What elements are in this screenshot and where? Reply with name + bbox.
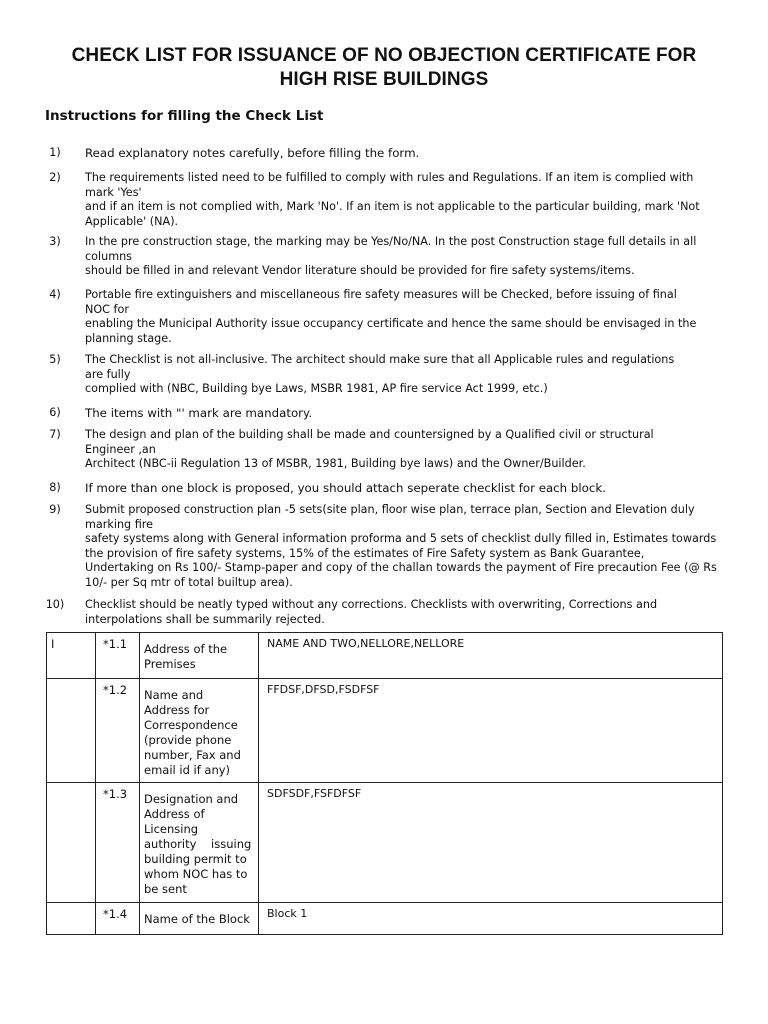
instruction-line: Undertaking on Rs 100/- Stamp-paper and copy of the challan towards the payment of Fire precaution Fee (@ Rs (85, 561, 717, 574)
instruction-line: enabling the Municipal Authority issue occupancy certificate and hence the same should be envisaged in the (85, 317, 697, 330)
instruction-number: 2) (49, 171, 61, 184)
instruction-text (85, 406, 725, 421)
item-value-cell: FFDSF,DFSD,FSDFSF (259, 679, 723, 783)
instruction-text (85, 598, 725, 627)
instruction-line: Applicable' (NA). (85, 214, 179, 228)
label-line: Name of the Block (144, 912, 250, 926)
section-cell: I (47, 633, 96, 679)
section-cell (47, 783, 96, 903)
instruction-number: 4) (49, 288, 61, 301)
checklist-table (46, 632, 723, 935)
instruction-line: Read explanatory notes carefully, before filling the form. (85, 146, 420, 160)
instruction-number: 9) (49, 503, 61, 516)
label-line: number, Fax and (144, 748, 241, 762)
label-line: Address of the (144, 642, 228, 656)
instruction-text (85, 481, 725, 496)
section-cell (47, 679, 96, 783)
instruction-line: 10/- per Sq mtr of total builtup area). (85, 575, 293, 589)
instruction-number: 8) (49, 481, 61, 494)
instruction-line: are fully (85, 367, 131, 381)
table-row (47, 679, 723, 783)
item-code-cell: *1.4 (96, 903, 140, 935)
instruction-line: Submit proposed construction plan -5 sets(site plan, floor wise plan, terrace plan, Section and Elevation duly (85, 503, 695, 516)
label-line: Name and (144, 688, 204, 702)
label-line: Designation and (144, 792, 239, 806)
title-line-1: CHECK LIST FOR ISSUANCE OF NO OBJECTION CERTIFICATE FOR (71, 45, 697, 66)
instruction-line: should be filled in and relevant Vendor literature should be provided for fire safety systems/items. (85, 264, 635, 277)
label-line: Premises (144, 657, 196, 671)
label-line: email id if any) (144, 763, 231, 777)
instruction-text (85, 428, 725, 472)
instruction-number: 10) (45, 598, 65, 611)
instruction-line: safety systems along with General information proforma and 5 sets of checklist dully filled in, Estimates towards (85, 532, 717, 545)
instruction-line: Portable fire extinguishers and miscellaneous fire safety measures will be Checked, before issuing of final (85, 288, 677, 301)
item-label-cell (140, 679, 259, 783)
instruction-line: If more than one block is proposed, you should attach seperate checklist for each block. (85, 481, 606, 495)
instruction-line: The design and plan of the building shall be made and countersigned by a Qualified civil or structural (85, 428, 654, 441)
instruction-text (85, 353, 725, 397)
instruction-number: 3) (49, 235, 61, 248)
instruction-line: complied with (NBC, Building bye Laws, MSBR 1981, AP fire service Act 1999, etc.) (85, 382, 548, 395)
item-value-cell: NAME AND TWO,NELLORE,NELLORE (259, 633, 723, 679)
item-code-cell: *1.3 (96, 783, 140, 903)
item-label-cell (140, 783, 259, 903)
item-label-cell (140, 633, 259, 679)
instruction-line: marking fire (85, 517, 153, 531)
label-line: building permit to (144, 852, 247, 866)
document-title (40, 44, 728, 92)
section-cell (47, 903, 96, 935)
instruction-number: 5) (49, 353, 61, 366)
instruction-line: NOC for (85, 302, 129, 316)
item-value-cell: Block 1 (259, 903, 723, 935)
instruction-line: and if an item is not complied with, Mark 'No'. If an item is not applicable to the particular building, mark 'Not (85, 200, 700, 213)
label-line: Address of (144, 807, 205, 821)
instruction-line: The requirements listed need to be fulfilled to comply with rules and Regulations. If an item is complied with (85, 171, 694, 184)
label-line: Address for (144, 703, 210, 717)
instruction-line: Checklist should be neatly typed without any corrections. Checklists with overwriting, Corrections and (85, 598, 658, 611)
instruction-number: 7) (49, 428, 61, 441)
label-line: whom NOC has to (144, 867, 248, 881)
label-line: Licensing (144, 822, 199, 836)
instruction-line: In the pre construction stage, the marking may be Yes/No/NA. In the post Construction stage full details in all (85, 235, 697, 248)
instruction-text (85, 503, 725, 590)
instruction-line: Architect (NBC-ii Regulation 13 of MSBR, 1981, Building bye laws) and the Owner/Builder. (85, 457, 586, 470)
instruction-line: interpolations shall be summarily rejected. (85, 612, 325, 626)
item-code-cell: *1.2 (96, 679, 140, 783)
table-row (47, 903, 723, 935)
instruction-text (85, 288, 725, 346)
label-line: authority issuing (144, 837, 252, 851)
instruction-line: columns (85, 249, 133, 263)
label-line: (provide phone (144, 733, 232, 747)
label-line: Correspondence (144, 718, 238, 732)
instruction-text (85, 171, 725, 229)
instruction-text (85, 146, 725, 161)
table-row (47, 633, 723, 679)
instruction-line: Engineer ,an (85, 442, 156, 456)
instructions-heading: Instructions for filling the Check List (45, 108, 324, 124)
item-value-cell: SDFSDF,FSFDFSF (259, 783, 723, 903)
instruction-number: 1) (49, 146, 61, 159)
item-label-cell (140, 903, 259, 935)
instruction-text (85, 235, 725, 279)
title-line-2: HIGH RISE BUILDINGS (279, 69, 489, 90)
item-code-cell: *1.1 (96, 633, 140, 679)
instruction-line: the provision of fire safety systems, 15% of the estimates of Fire Safety system as Bank Guarantee, (85, 546, 645, 560)
table-row (47, 783, 723, 903)
instruction-number: 6) (49, 406, 61, 419)
instruction-line: The items with "' mark are mandatory. (85, 406, 313, 420)
label-line: be sent (144, 882, 187, 896)
instruction-line: The Checklist is not all-inclusive. The architect should make sure that all Applicable rules and regulations (85, 353, 675, 366)
instruction-line: mark 'Yes' (85, 185, 142, 199)
instruction-line: planning stage. (85, 331, 172, 345)
